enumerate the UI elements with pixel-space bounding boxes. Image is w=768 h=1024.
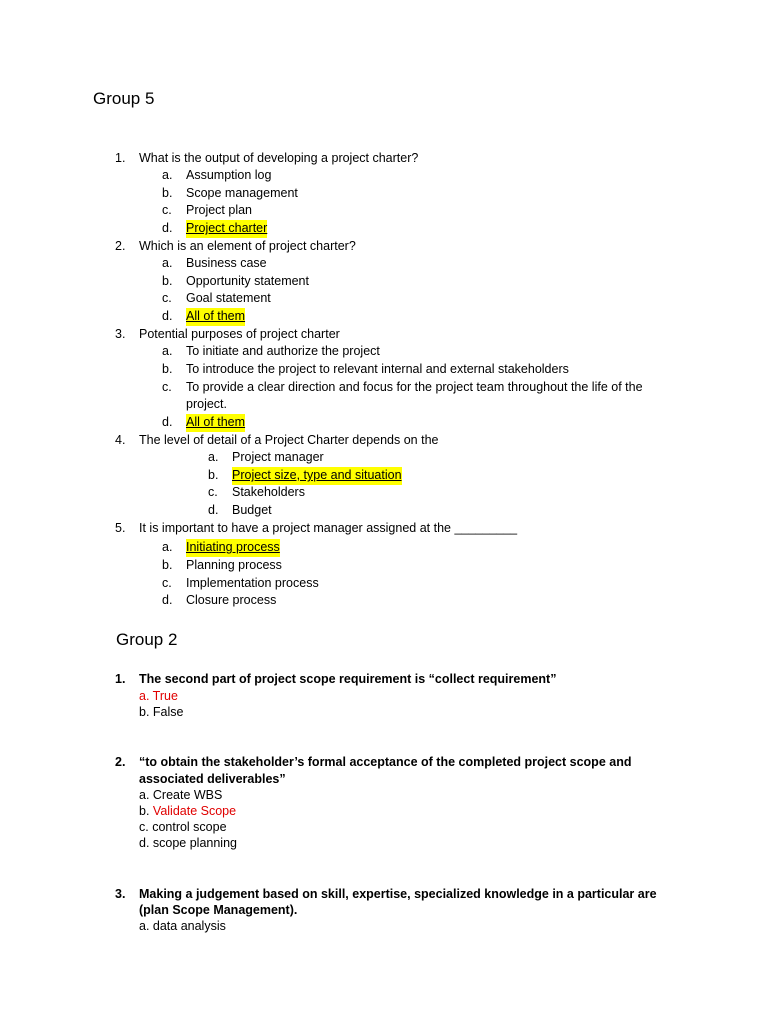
document-page: Group 5 1. What is the output of developing a project charter? a. Assumption log b. Scope management c. Project plan d. Project charter 2. Which is an element of project charter? a. Business case b. Opportunity statement c. Goal statement d. All of them 3. Potential purposes of project charter a. To initiate and authorize the project b. To introduce the project to relevant internal and external stakeholders c. To provide a clear direction and focus for the project team throughout the life of the project. d. All of them 4. The level of detail of a Project Charter depends on the a. Project manager b. Project size, type and situation c. Stakeholders d. Budget 5. It is important to have a project manager assigned at the _________ a. Initiating process b. Planning process c. Implementation process d. Closure process Group 2 1. The second part of project scope requirement is “collect requirement” a. True b. False 2. “to obtain the stakeholder’s formal acceptance of the completed project scope and associated deliverables” a. Create WBS b. Validate Scope c. control scope d. scope planning 3. Making a judgement based on skill, expertise, specialized knowledge in a particular are (plan Scope Management). a. data analysis	[93, 89, 657, 933]
highlighted-answer: All of them	[186, 308, 245, 326]
g2-q1-option-a: a. True	[139, 689, 178, 703]
group-2-heading: Group 2	[116, 630, 178, 649]
question-text: What is the output of developing a project charter?	[139, 151, 419, 165]
g2-q2-text-cont: associated deliverables”	[139, 772, 286, 786]
g2-q1-option-b: b. False	[139, 705, 184, 719]
highlighted-answer: All of them	[186, 414, 245, 432]
highlighted-answer: Initiating process	[186, 539, 280, 557]
highlighted-answer: Project charter	[186, 220, 267, 238]
g2-q2-option-d: d. scope planning	[139, 836, 237, 850]
group-5-heading: Group 5	[93, 89, 155, 108]
highlighted-answer: Project size, type and situation	[232, 467, 402, 485]
g2-q2-option-a: a. Create WBS	[139, 788, 223, 802]
g2-q3-text-cont: (plan Scope Management).	[139, 903, 298, 917]
g2-q2-option-b: b. Validate Scope	[139, 804, 237, 818]
g2-q3-option-a: a. data analysis	[139, 919, 226, 933]
correct-answer: Validate Scope	[152, 804, 237, 818]
question-number: 1.	[115, 151, 126, 165]
g2-q2-option-c: c. control scope	[139, 820, 227, 834]
